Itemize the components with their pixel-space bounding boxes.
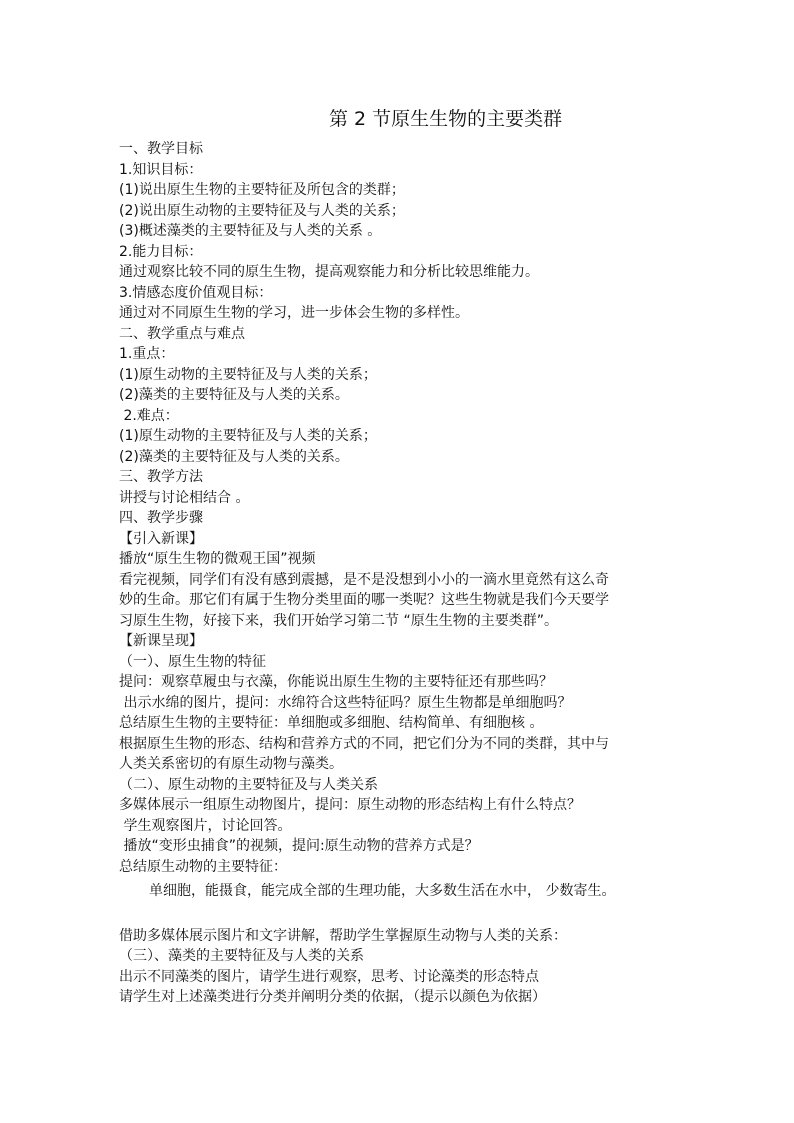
section-heading-key-points: 二、教学重点与难点 — [119, 325, 245, 342]
text-line: 总结原生动物的主要特征： — [119, 858, 287, 875]
text-line: 1.知识目标： — [119, 161, 203, 178]
text-line: 请学生对上述藻类进行分类并阐明分类的依据，（提示以颜色为依据） — [119, 989, 546, 1005]
text-line: 出示不同藻类的图片，请学生进行观察，思考、讨论藻类的形态特点 — [119, 968, 539, 985]
text-line: (2)藻类的主要特征及与人类的关系。 — [119, 448, 349, 465]
text-line: 单细胞，能摄食，能完成全部的生理功能，大多数生活在水中， 少数寄生。 — [149, 883, 616, 899]
section-heading-steps: 四、教学步骤 — [119, 510, 203, 526]
text-line: 2.难点： — [119, 407, 179, 424]
text-line: (1)原生动物的主要特征及与人类的关系； — [119, 428, 377, 444]
text-line: 多媒体展示一组原生动物图片，提问：原生动物的形态结构上有什么特点？ — [119, 797, 581, 813]
text-line: (1)说出原生生物的主要特征及所包含的类群； — [119, 182, 405, 198]
text-line: (1)原生动物的主要特征及与人类的关系； — [119, 366, 377, 383]
text-line: 1.重点： — [119, 346, 175, 362]
text-line: 总结原生生物的主要特征：单细胞或多细胞、结构简单、有细胞核 。 — [119, 715, 544, 731]
blank-line — [119, 905, 699, 926]
text-line: (2)藻类的主要特征及与人类的关系。 — [119, 387, 349, 403]
text-line: 妙的生命。那它们有属于生物分类里面的哪一类呢？这些生物就是我们今天要学 — [119, 592, 609, 608]
text-line: （三）、藻类的主要特征及与人类的关系 — [119, 948, 364, 964]
text-line: 出示水绵的图片，提问：水绵符合这些特征吗？原生生物都是单细胞吗？ — [119, 694, 572, 711]
subsection-heading: 【引入新课】 — [119, 530, 203, 547]
text-line: 借助多媒体展示图片和文字讲解，帮助学生掌握原生动物与人类的关系： — [119, 927, 567, 944]
text-line: 通过对不同原生生物的学习，进一步体会生物的多样性。 — [119, 305, 469, 321]
text-line: 2.能力目标： — [119, 243, 203, 260]
text-line: (2)说出原生动物的主要特征及与人类的关系； — [119, 202, 405, 219]
text-line: 看完视频，同学们有没有感到震撼，是不是没想到小小的一滴水里竟然有这么奇 — [119, 571, 609, 588]
text-line: 习原生生物，好接下来，我们开始学习第二节 “原生生物的主要类群”。 — [119, 612, 558, 629]
section-heading-objectives: 一、教学目标 — [119, 141, 203, 157]
section-heading-methods: 三、教学方法 — [119, 469, 203, 485]
text-line: （二）、原生动物的主要特征及与人类关系 — [119, 776, 378, 793]
text-line: 播放“变形虫捕食”的视频，提问:原生动物的营养方式是？ — [119, 838, 479, 854]
text-line: 通过观察比较不同的原生生物，提高观察能力和分析比较思维能力。 — [119, 264, 539, 280]
text-line: 3.情感态度价值观目标： — [119, 284, 273, 301]
text-line: 学生观察图片，讨论回答。 — [119, 817, 292, 834]
subsection-heading: 【新课呈现】 — [119, 633, 203, 649]
text-line: (3)概述藻类的主要特征及与人类的关系 。 — [119, 223, 382, 239]
text-line: 播放“原生生物的微观王国”视频 — [119, 551, 316, 567]
text-line: 提问：观察草履虫与衣藻，你能说出原生生物的主要特征还有那些吗？ — [119, 674, 553, 690]
document-title: 第 2 节原生生物的主要类群 — [329, 108, 563, 130]
text-line: （一）、原生生物的特征 — [119, 653, 266, 670]
text-line: 讲授与讨论相结合 。 — [119, 489, 250, 506]
document-body — [119, 139, 699, 1008]
text-line: 根据原生生物的形态、结构和营养方式的不同，把它们分为不同的类群，其中与 — [119, 735, 609, 752]
text-line: 人类关系密切的有原生动物与藻类。 — [119, 756, 343, 772]
